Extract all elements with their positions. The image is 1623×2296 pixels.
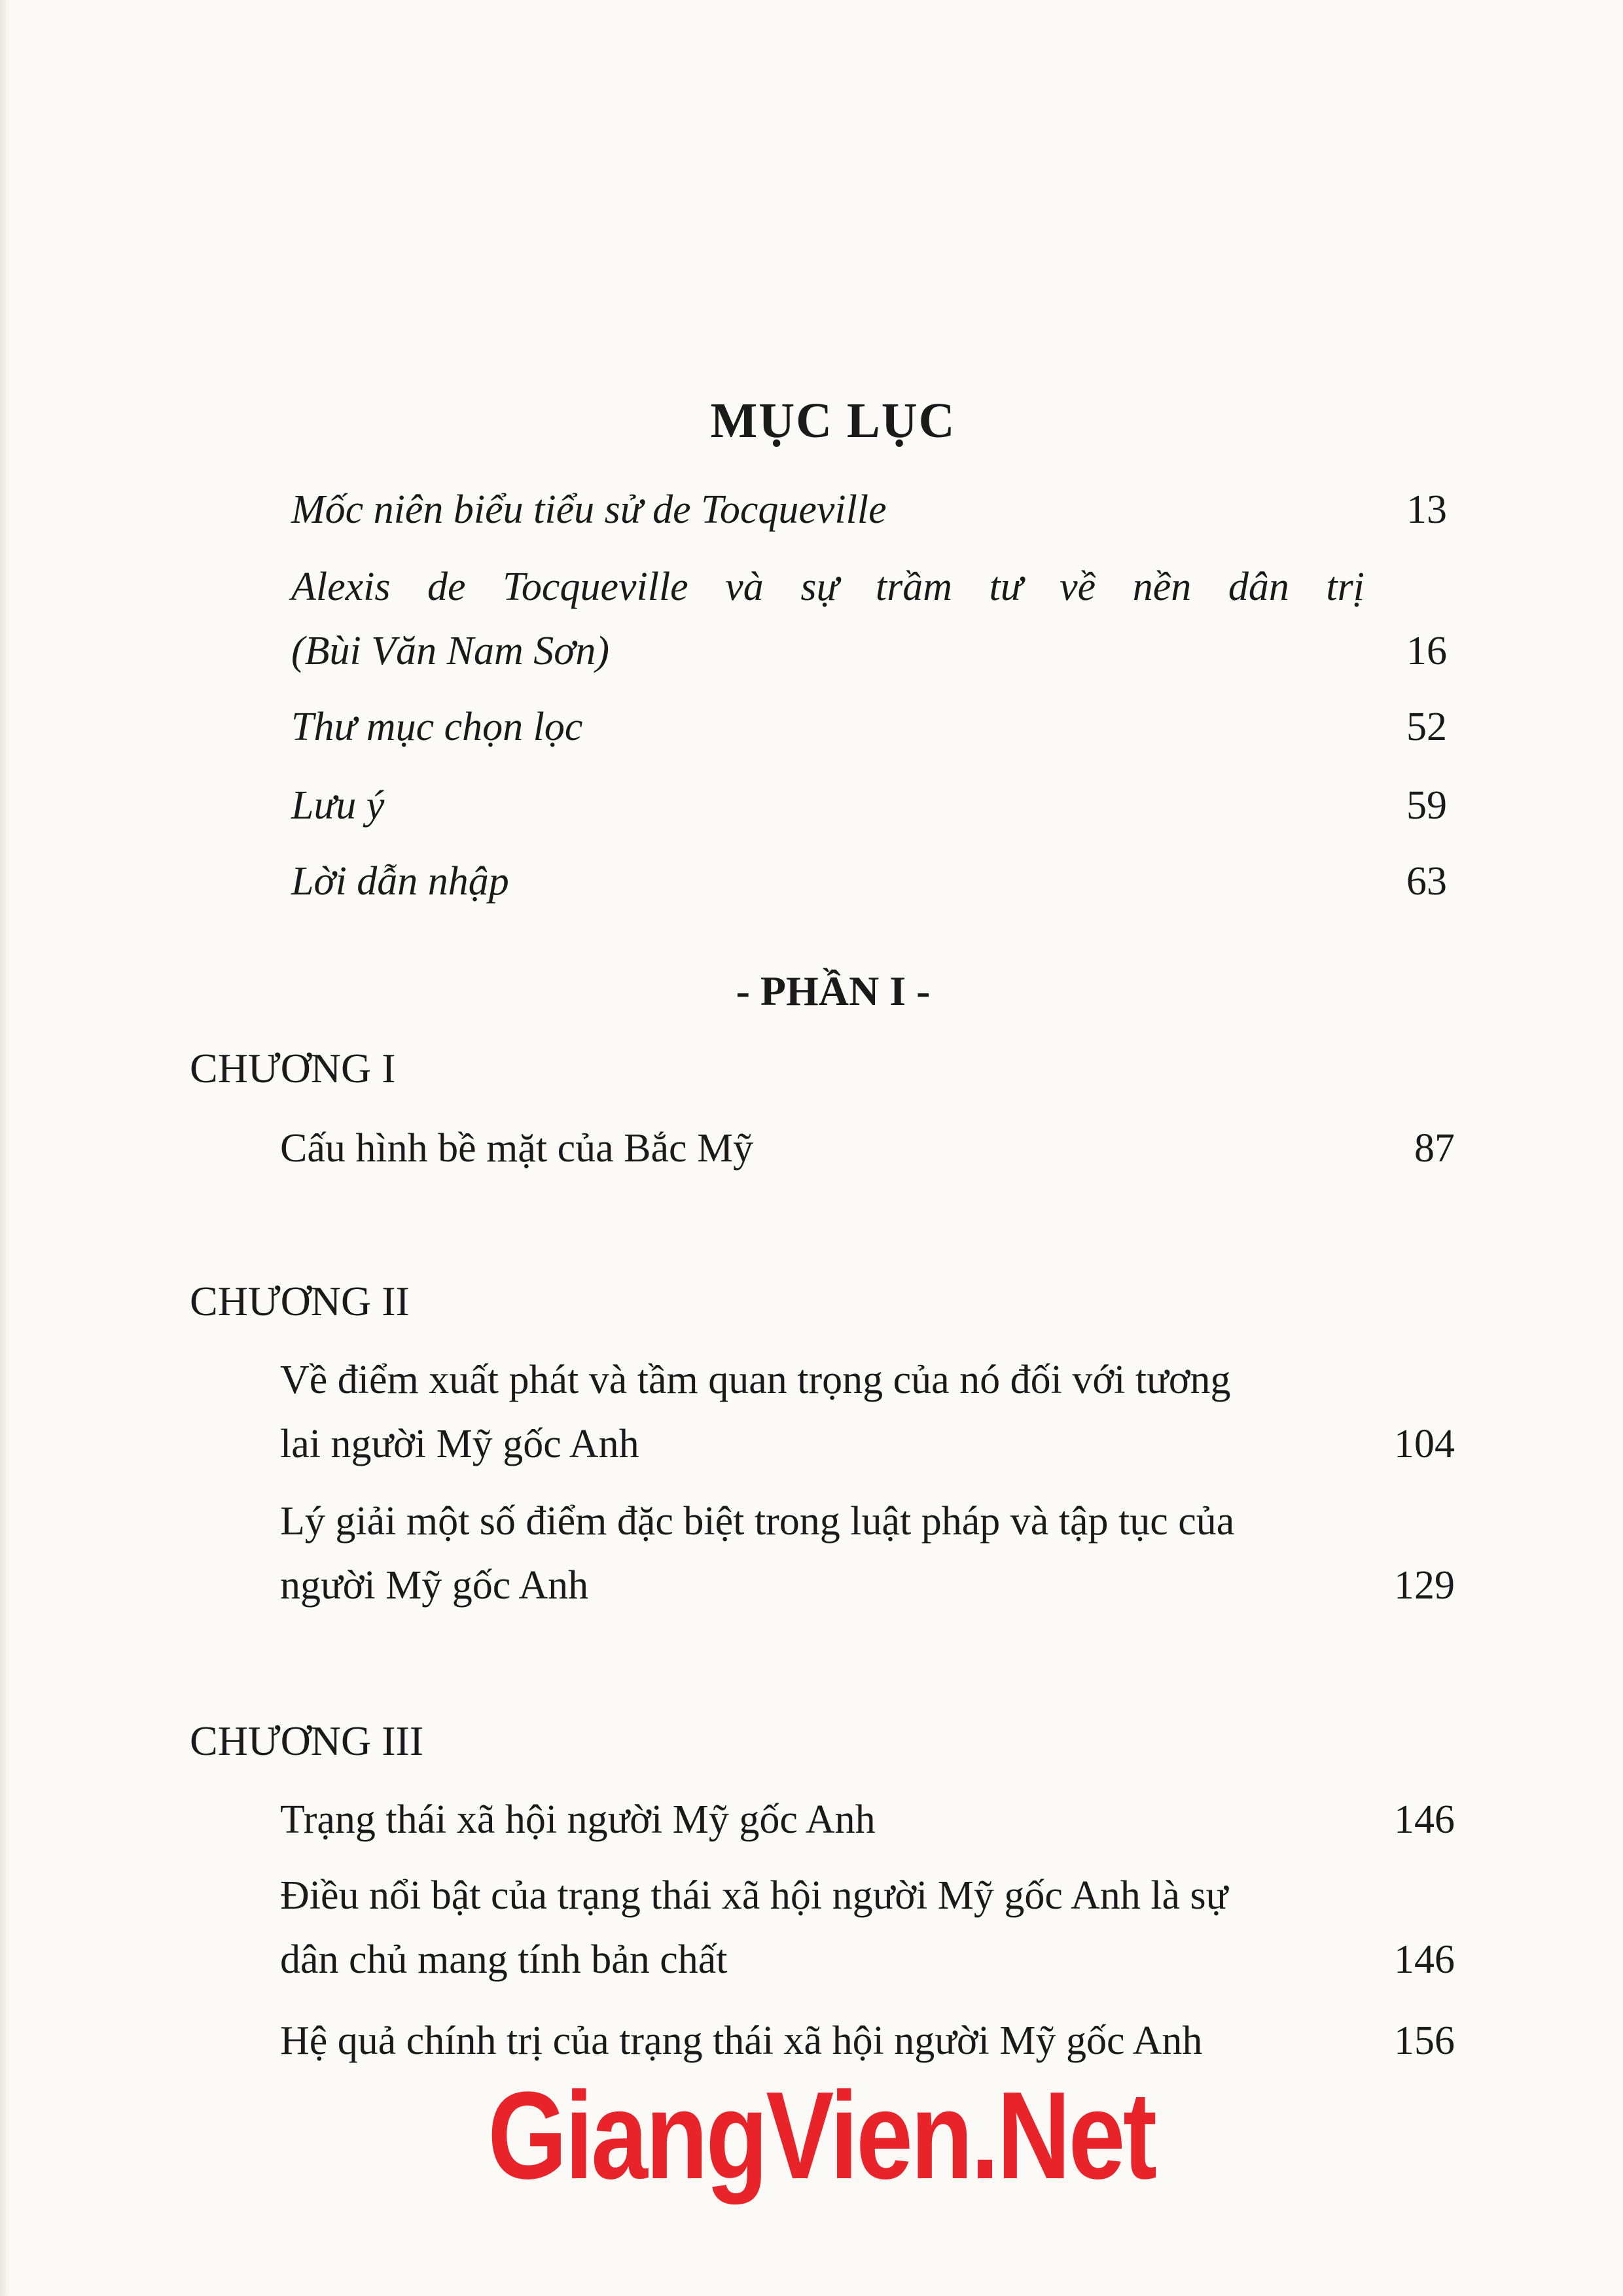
toc-entry[interactable] [280,1863,1455,1992]
chapter-heading: CHƯƠNG III [190,1718,424,1764]
toc-entry-page: 52 [1406,705,1447,749]
chapter-heading: CHƯƠNG II [190,1278,410,1324]
toc-entry-page: 16 [1406,629,1447,673]
toc-entry-page: 87 [1414,1126,1455,1171]
toc-entry-page: 63 [1406,859,1447,904]
toc-entry-bibliography[interactable] [291,695,1447,759]
toc-entry-label-cont: người Mỹ gốc Anh [280,1563,589,1608]
part-heading: - PHẦN I - [736,968,931,1014]
chapter-heading: CHƯƠNG I [190,1045,396,1091]
toc-entry-label-cont: (Bùi Văn Nam Sơn) [291,629,609,673]
page-title: MỤC LỤC [710,393,956,448]
toc-entry-label: Điều nổi bật của trạng thái xã hội người Mỹ gốc Anh là sự [280,1873,1228,1918]
page-edge-shadow [0,0,10,2296]
toc-entry-page: 129 [1394,1563,1455,1608]
toc-entry-label: Alexis de Tocqueville và sự trầm tư về nền dân trị [291,565,1364,609]
toc-entry-label-cont: lai người Mỹ gốc Anh [280,1422,639,1466]
toc-entry-page: 146 [1394,1797,1455,1842]
toc-entry-essay[interactable] [291,555,1447,683]
toc-entry[interactable] [280,1116,1455,1180]
toc-entry-chronology[interactable] [291,478,1447,542]
toc-entry-label: Trạng thái xã hội người Mỹ gốc Anh [280,1797,876,1842]
toc-entry[interactable] [280,1788,1455,1852]
watermark-logo: GiangVien.Net [488,2066,1155,2205]
toc-entry[interactable] [280,1489,1455,1617]
toc-entry-label: Mốc niên biểu tiểu sử de Tocqueville [291,487,887,532]
toc-entry-label-cont: dân chủ mang tính bản chất [280,1937,728,1982]
toc-entry-page: 13 [1406,487,1447,532]
toc-entry-note[interactable] [291,773,1447,838]
toc-entry-page: 156 [1394,2019,1455,2063]
toc-entry-label: Lưu ý [291,783,385,828]
toc-entry-label: Cấu hình bề mặt của Bắc Mỹ [280,1126,754,1171]
toc-entry-page: 146 [1394,1937,1455,1982]
toc-entry-label: Lý giải một số điểm đặc biệt trong luật pháp và tập tục của [280,1499,1235,1544]
toc-entry-label: Lời dẫn nhập [291,859,509,904]
toc-entry[interactable] [280,1348,1455,1476]
toc-entry-page: 104 [1394,1422,1455,1466]
toc-entry-introduction[interactable] [291,849,1447,913]
toc-entry[interactable] [280,2009,1455,2073]
toc-entry-label: Hệ quả chính trị của trạng thái xã hội người Mỹ gốc Anh [280,2019,1203,2063]
toc-entry-label: Về điểm xuất phát và tầm quan trọng của nó đối với tương [280,1358,1231,1402]
toc-entry-label: Thư mục chọn lọc [291,705,583,749]
toc-entry-page: 59 [1406,783,1447,828]
